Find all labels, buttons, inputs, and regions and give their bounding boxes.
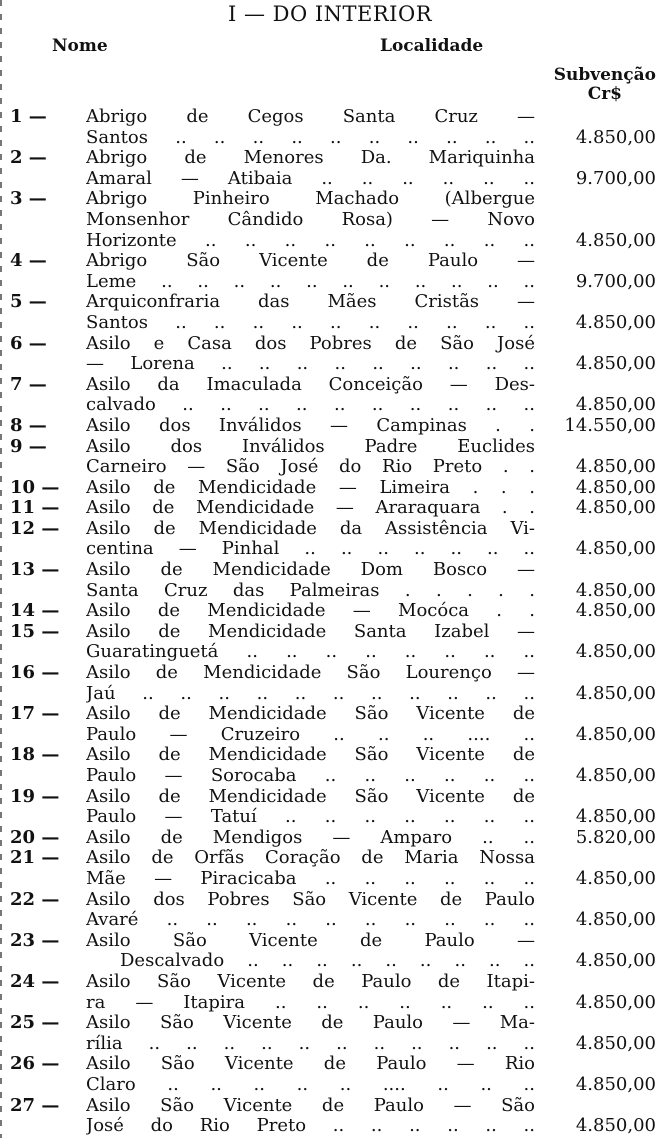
item-line <box>0 663 660 684</box>
item-text: Asilo de Mendicidade São Vicente de <box>86 745 535 766</box>
list-item <box>0 498 660 519</box>
subvencao-amount: 4.850,00 <box>575 682 656 704</box>
item-line <box>0 745 660 766</box>
item-text: ra — Itapira .. .. .. .. .. .. .. <box>86 992 535 1013</box>
list-item <box>0 704 660 745</box>
item-line <box>0 1116 660 1137</box>
list-item <box>0 745 660 786</box>
item-line <box>0 416 660 437</box>
subvencao-amount: 4.850,00 <box>575 1032 656 1054</box>
item-text: Paulo — Sorocaba .. .. .. .. .. .. <box>86 766 535 786</box>
item-text: Claro .. .. .. .. .. .... .. .. .. <box>86 1074 535 1095</box>
item-line <box>0 251 660 272</box>
list-item <box>0 107 660 148</box>
item-text: Paulo — Tatuí .. .. .. .. .. .. .. <box>86 807 535 828</box>
item-text: Leme .. .. .. .. .. .. .. .. .. .. .. <box>86 271 535 292</box>
list-item <box>0 1013 660 1054</box>
item-line <box>0 807 660 828</box>
item-text: Asilo de Mendicidade São Lourenço — <box>86 663 535 684</box>
item-line <box>0 951 660 972</box>
subvencao-amount: 4.850,00 <box>575 476 656 498</box>
item-number: 24 — <box>10 970 60 992</box>
item-text: Asilo dos Pobres São Vicente de Paulo <box>86 889 535 910</box>
item-number: 4 — <box>10 250 47 272</box>
item-text: Asilo de Mendicidade — Mocóca . . <box>86 601 535 622</box>
item-line <box>0 560 660 581</box>
item-text: Guaratinguetá .. .. .. .. .. .. .. .. <box>86 642 535 663</box>
item-text: Asilo de Mendicidade — Araraquara . . <box>86 498 535 519</box>
list-item <box>0 663 660 704</box>
list-item <box>0 931 660 972</box>
item-text: Asilo de Mendicidade Dom Bosco — <box>86 560 535 581</box>
subvencao-amount: 4.850,00 <box>575 229 656 251</box>
subvencao-amount: 4.850,00 <box>575 765 656 786</box>
item-text: rília .. .. .. .. .. .. .. .. .. .. .. <box>86 1033 535 1054</box>
item-number: 18 — <box>10 744 60 766</box>
item-text: Descalvado .. .. .. .. .. .. .. .. .. <box>120 951 535 972</box>
item-line <box>0 498 660 519</box>
list-item <box>0 478 660 499</box>
item-number: 23 — <box>10 929 60 951</box>
item-number: 27 — <box>10 1094 60 1116</box>
list-item <box>0 334 660 375</box>
item-text: Asilo São Vicente de Paulo de Itapi- <box>86 971 535 992</box>
column-header-subvencao <box>554 66 656 104</box>
item-line <box>0 334 660 355</box>
list-item <box>0 1096 660 1137</box>
item-text: Paulo — Cruzeiro .. .. .. .... .. <box>86 724 535 745</box>
item-number: 2 — <box>10 147 47 169</box>
item-text: Asilo e Casa dos Pobres de São José <box>86 333 535 354</box>
item-line <box>0 107 660 128</box>
item-text: Horizonte .. .. .. .. .. .. .. .. .. <box>86 230 535 251</box>
item-number: 3 — <box>10 188 47 210</box>
item-line <box>0 231 660 252</box>
list-item <box>0 189 660 251</box>
item-text: Arquiconfraria das Mães Cristãs — <box>86 292 535 313</box>
item-text: Asilo de Mendigos — Amparo .. .. <box>86 827 535 848</box>
subvencao-label: Subvenção <box>553 65 656 85</box>
item-text: Mãe — Piracicaba .. .. .. .. .. .. <box>86 868 535 889</box>
item-line <box>0 704 660 725</box>
list-item <box>0 292 660 333</box>
list-item <box>0 437 660 478</box>
item-line <box>0 642 660 663</box>
list-item <box>0 519 660 560</box>
list-item <box>0 622 660 663</box>
item-text: Abrigo de Menores Da. Mariquinha <box>86 148 535 169</box>
item-line <box>0 272 660 293</box>
item-line <box>0 993 660 1014</box>
item-number: 14 — <box>10 600 60 622</box>
item-number: 11 — <box>10 497 60 519</box>
column-header-localidade: Localidade <box>380 36 484 56</box>
item-number: 9 — <box>10 435 47 457</box>
item-number: 16 — <box>10 662 60 684</box>
subvencao-amount: 4.850,00 <box>575 1115 656 1137</box>
item-line <box>0 1054 660 1075</box>
item-number: 1 — <box>10 106 47 127</box>
item-line <box>0 787 660 808</box>
item-number: 21 — <box>10 847 60 869</box>
subvencao-amount: 9.700,00 <box>575 270 656 292</box>
item-line <box>0 601 660 622</box>
item-line <box>0 1034 660 1055</box>
item-text: Asilo de Orfãs Coração de Maria Nossa <box>86 848 535 869</box>
item-text: Santos .. .. .. .. .. .. .. .. .. .. <box>86 127 535 148</box>
item-line <box>0 375 660 396</box>
item-line <box>0 931 660 952</box>
currency-label: Cr$ <box>587 84 623 104</box>
item-text: Santa Cruz das Palmeiras . . . . . <box>86 580 535 601</box>
item-text: Jaú .. .. .. .. .. .. .. .. .. .. .. <box>86 683 535 704</box>
item-text: Amaral — Atibaia .. .. .. .. .. .. <box>86 168 535 189</box>
item-line <box>0 478 660 499</box>
item-number: 7 — <box>10 373 47 395</box>
subvencao-amount: 4.850,00 <box>575 126 656 148</box>
item-text: calvado .. .. .. .. .. .. .. .. .. .. <box>86 395 535 416</box>
subvencao-amount: 14.550,00 <box>564 414 656 436</box>
item-number: 19 — <box>10 785 60 807</box>
subvencao-amount: 4.850,00 <box>575 600 656 622</box>
item-text: Asilo São Vicente de Paulo — São <box>86 1095 535 1116</box>
item-line <box>0 313 660 334</box>
subvencao-amount: 4.850,00 <box>575 456 656 478</box>
item-line <box>0 148 660 169</box>
subvencao-amount: 4.850,00 <box>575 867 656 889</box>
item-line <box>0 292 660 313</box>
item-line <box>0 890 660 911</box>
item-text: — Lorena .. .. .. .. .. .. .. .. .. <box>86 354 535 375</box>
item-text: Asilo de Mendicidade — Limeira . . . <box>86 477 535 498</box>
subvencao-amount: 4.850,00 <box>575 991 656 1013</box>
item-line <box>0 766 660 787</box>
item-text: Carneiro — São José do Rio Preto . . <box>86 457 535 478</box>
item-number: 5 — <box>10 291 47 313</box>
item-text: Asilo de Mendicidade São Vicente de <box>86 704 535 725</box>
item-text: Asilo da Imaculada Conceição — Des- <box>86 374 535 395</box>
item-text: centina — Pinhal .. .. .. .. .. .. .. <box>86 539 535 560</box>
list-item <box>0 560 660 601</box>
subvencao-amount: 4.850,00 <box>575 909 656 931</box>
item-text: Asilo de Mendicidade Santa Izabel — <box>86 621 535 642</box>
item-number: 15 — <box>10 620 60 642</box>
list-item <box>0 416 660 437</box>
item-text: Asilo de Mendicidade São Vicente de <box>86 786 535 807</box>
list-item <box>0 972 660 1013</box>
subvencao-amount: 4.850,00 <box>575 641 656 663</box>
list-item <box>0 890 660 931</box>
item-number: 6 — <box>10 332 47 354</box>
item-line <box>0 910 660 931</box>
item-line <box>0 828 660 849</box>
section-title: I — DO INTERIOR <box>227 2 433 26</box>
list-item <box>0 375 660 416</box>
item-number: 25 — <box>10 1012 60 1034</box>
subvencao-amount: 4.850,00 <box>575 723 656 745</box>
item-number: 13 — <box>10 559 60 581</box>
item-line <box>0 684 660 705</box>
item-line <box>0 725 660 746</box>
subvencao-amount: 4.850,00 <box>575 394 656 416</box>
item-number: 10 — <box>10 476 60 498</box>
subvencao-amount: 9.700,00 <box>575 167 656 189</box>
item-number: 20 — <box>10 826 60 848</box>
item-text: José do Rio Preto .. .. .. .. .. .. <box>86 1116 535 1137</box>
subvencao-amount: 4.850,00 <box>575 538 656 560</box>
item-line <box>0 1075 660 1096</box>
subvencao-amount: 4.850,00 <box>575 950 656 972</box>
item-text: Asilo de Mendicidade da Assistência Vi- <box>86 518 535 539</box>
list-item <box>0 148 660 189</box>
item-line <box>0 354 660 375</box>
item-line <box>0 189 660 210</box>
list-item <box>0 848 660 889</box>
item-line <box>0 1096 660 1117</box>
item-text: Abrigo São Vicente de Paulo — <box>86 251 535 272</box>
item-text: Asilo São Vicente de Paulo — Ma- <box>86 1013 535 1034</box>
item-text: Abrigo de Cegos Santa Cruz — <box>86 107 535 127</box>
item-text: Santos .. .. .. .. .. .. .. .. .. .. <box>86 312 535 333</box>
item-line <box>0 128 660 149</box>
item-line <box>0 848 660 869</box>
list-item <box>0 787 660 828</box>
item-line <box>0 539 660 560</box>
item-text: Asilo São Vicente de Paulo — Rio <box>86 1054 535 1075</box>
item-line <box>0 169 660 190</box>
subvencao-amount: 4.850,00 <box>575 1073 656 1095</box>
item-text: Monsenhor Cândido Rosa) — Novo <box>86 209 535 230</box>
subvencao-amount: 5.820,00 <box>575 826 656 848</box>
item-number: 17 — <box>10 703 60 725</box>
subvencao-amount: 4.850,00 <box>575 806 656 828</box>
item-text: Asilo São Vicente de Paulo — <box>86 930 535 951</box>
item-line <box>0 395 660 416</box>
item-text: Avaré .. .. .. .. .. .. .. .. .. .. <box>86 910 535 931</box>
item-line <box>0 581 660 602</box>
item-number: 22 — <box>10 888 60 910</box>
item-number: 12 — <box>10 517 60 539</box>
subvencao-amount: 4.850,00 <box>575 353 656 375</box>
item-line <box>0 519 660 540</box>
item-line <box>0 210 660 231</box>
item-line <box>0 457 660 478</box>
item-number: 26 — <box>10 1053 60 1075</box>
item-line <box>0 1013 660 1034</box>
item-line <box>0 972 660 993</box>
item-line <box>0 869 660 890</box>
subvencao-amount: 4.850,00 <box>575 579 656 601</box>
item-line <box>0 437 660 458</box>
item-number: 8 — <box>10 414 47 436</box>
list-item <box>0 828 660 849</box>
item-text: Asilo dos Inválidos Padre Euclides <box>86 436 535 457</box>
list-item <box>0 251 660 292</box>
column-header-nome: Nome <box>52 36 108 56</box>
item-text: Asilo dos Inválidos — Campinas . . <box>86 415 535 436</box>
item-line <box>0 622 660 643</box>
institution-list <box>0 107 660 1137</box>
list-item <box>0 1054 660 1095</box>
subvencao-amount: 4.850,00 <box>575 497 656 519</box>
list-item <box>0 601 660 622</box>
item-text: Abrigo Pinheiro Machado (Albergue <box>86 189 535 210</box>
subvencao-amount: 4.850,00 <box>575 311 656 333</box>
